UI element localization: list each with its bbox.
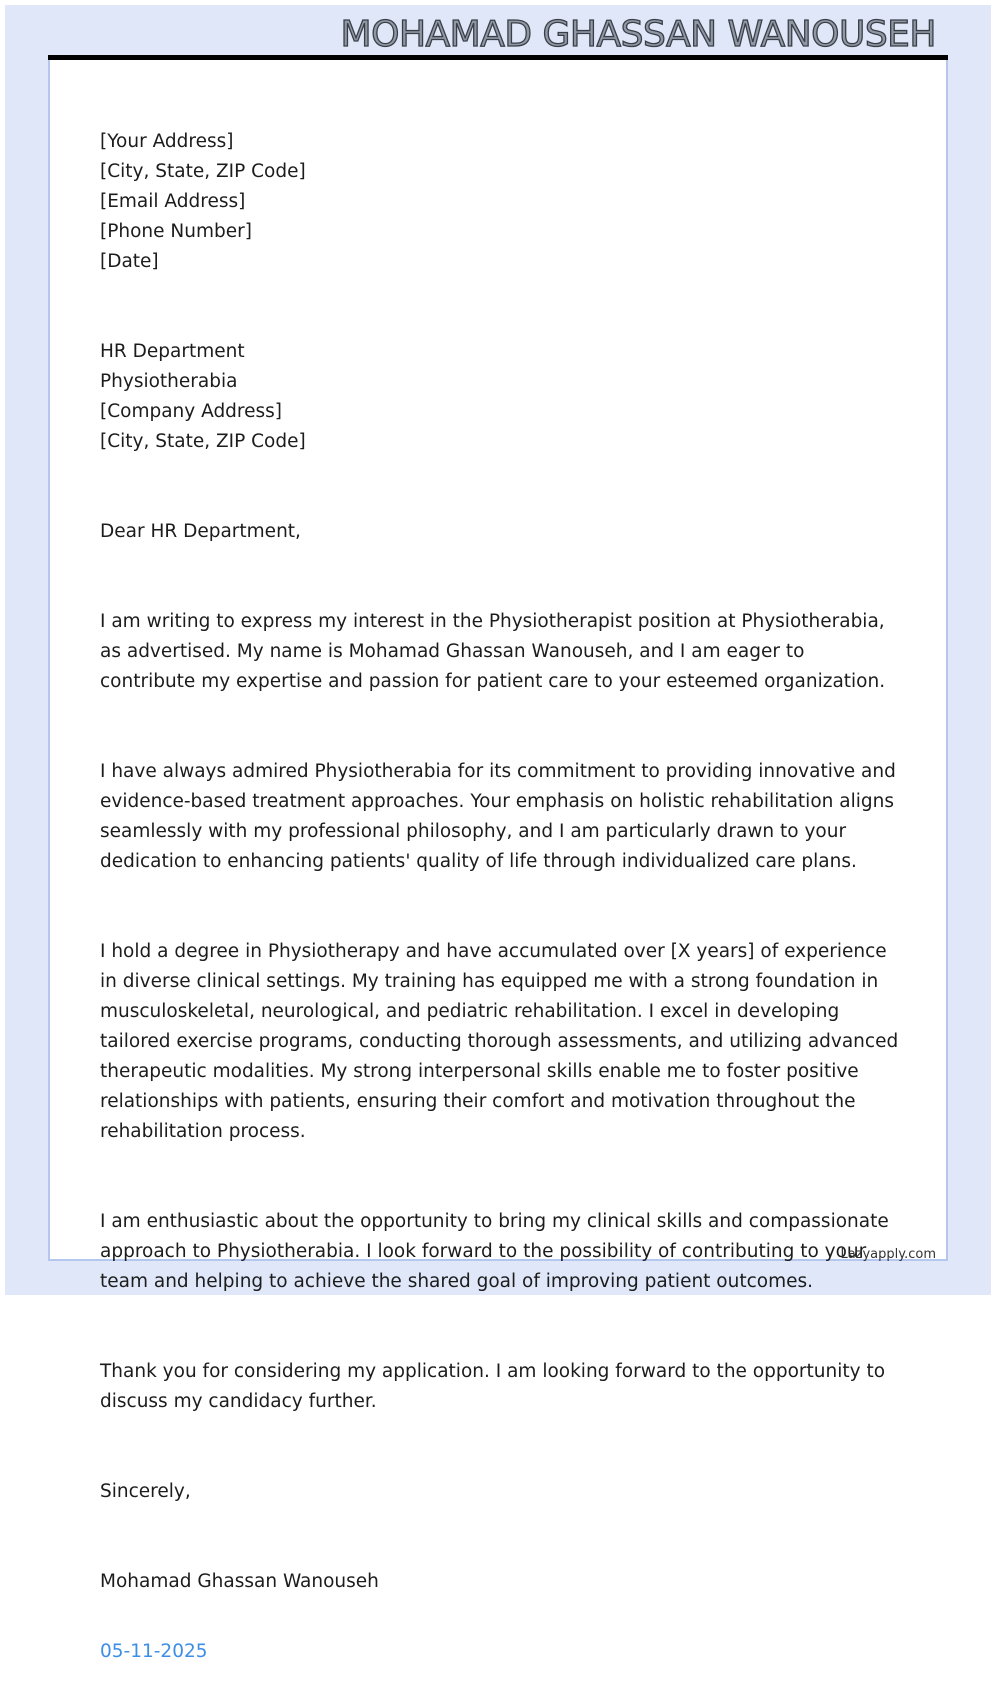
salutation: Dear HR Department,	[100, 521, 301, 542]
recipient-address: [Company Address]	[100, 401, 283, 422]
recipient-department: HR Department	[100, 341, 245, 362]
signature-date: 05-11-2025	[100, 1641, 208, 1662]
signature-name: Mohamad Ghassan Wanouseh	[100, 1571, 379, 1592]
header-name: MOHAMAD GHASSAN WANOUSEH	[340, 14, 936, 55]
recipient-block	[100, 337, 900, 457]
recipient-company: Physiotherabia	[100, 371, 238, 392]
sender-address: [Your Address]	[100, 131, 234, 152]
body-paragraph-3: I hold a degree in Physiotherapy and have accumulated over [X years] of experience in diverse clinical settings. My training has equipped me with a strong foundation in musculoskeletal, neurological, and pediatric rehabilitation. I excel in developing tailored exercise programs, conducting thorough assessments, and utilizing advanced therapeutic modalities. My strong interpersonal skills enable me to foster positive relationships with patients, ensuring their comfort and motivation throughout the rehabilitation process.	[100, 941, 899, 1142]
sender-city-state-zip: [City, State, ZIP Code]	[100, 161, 306, 182]
letter-body	[100, 97, 900, 1697]
sender-block	[100, 127, 900, 277]
body-paragraph-4: I am enthusiastic about the opportunity to bring my clinical skills and compassionate approach to Physiotherabia. I look forward to the possibility of contributing to your team and helping to achieve the shared goal of improving patient outcomes.	[100, 1211, 889, 1292]
body-paragraph-5: Thank you for considering my application. I am looking forward to the opportunity to discuss my candidacy further.	[100, 1361, 886, 1412]
sender-email: [Email Address]	[100, 191, 246, 212]
closing: Sincerely,	[100, 1481, 191, 1502]
recipient-city-state-zip: [City, State, ZIP Code]	[100, 431, 306, 452]
body-paragraph-1: I am writing to express my interest in the Physiotherapist position at Physiotherabia, as advertised. My name is Mohamad Ghassan Wanouseh, and I am eager to contribute my expertise and passion for patient care to your esteemed organization.	[100, 611, 886, 692]
sender-date: [Date]	[100, 251, 159, 272]
body-paragraph-2: I have always admired Physiotherabia for its commitment to providing innovative and evidence-based treatment approaches. Your emphasis on holistic rehabilitation aligns seamlessly with my professional philosophy, and I am particularly drawn to your dedication to enhancing patients' quality of life through individualized care plans.	[100, 761, 896, 872]
watermark: Lazyapply.com	[840, 1247, 936, 1262]
sender-phone: [Phone Number]	[100, 221, 252, 242]
